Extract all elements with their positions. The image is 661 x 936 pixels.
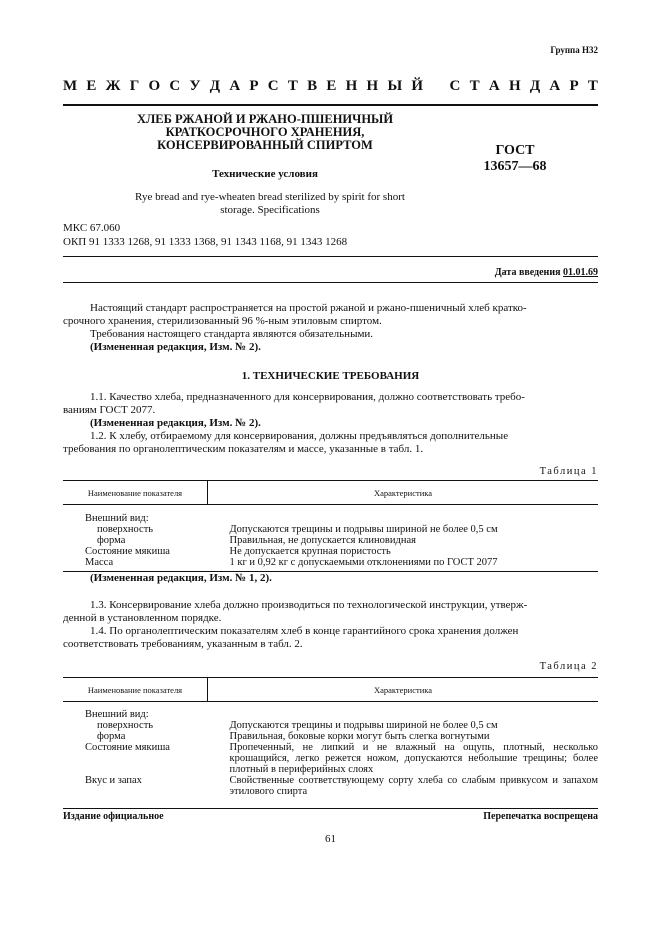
table-row: поверхность Допускаются трещины и подрывы шириной не более 0,5 см	[97, 720, 498, 731]
clause-1-2-amendment: (Измененная редакция, Изм. № 1, 2).	[90, 572, 272, 584]
table-2-header-characteristic: Характеристика	[208, 678, 599, 702]
section-title: 1. ТЕХНИЧЕСКИЕ ТРЕБОВАНИЯ	[241, 370, 420, 382]
table-row: Состояние мякиша Не допускается крупная пористость	[85, 546, 391, 557]
standard-header-letter: С	[169, 78, 181, 94]
intro-paragraph	[63, 302, 598, 354]
standard-header-letter: Т	[287, 78, 298, 94]
standard-header-letter: Т	[469, 78, 480, 94]
standard-header-letter: Р	[249, 78, 259, 94]
mks-code: МКС 67.060	[63, 222, 121, 234]
standard-header-letter: Й	[411, 78, 424, 94]
standard-header-letter: Ы	[387, 78, 403, 94]
clause-1-1-line-1: 1.1. Качество хлеба, предназначенного для консервирования, должно соответствовать требо-	[90, 391, 525, 403]
official-edition-label: Издание официальное	[63, 811, 164, 822]
clause-1-1-line-2: ваниям ГОСТ 2077.	[63, 404, 156, 416]
standard-header-letter: Е	[326, 78, 337, 94]
document-title	[120, 113, 410, 152]
standard-header-letter: А	[549, 78, 561, 94]
table-row: Внешний вид:	[85, 709, 149, 720]
standard-header-letter: С	[267, 78, 279, 94]
standard-header-letter: Г	[129, 78, 140, 94]
table-1-caption: Таблица 1	[539, 466, 598, 477]
standard-header-letter: Н	[508, 78, 521, 94]
clause-1-3-line-2: денной в установленном порядке.	[63, 612, 222, 624]
table-1-header-characteristic: Характеристика	[208, 481, 599, 505]
standard-header-letter	[432, 78, 440, 95]
title-line-3: КОНСЕРВИРОВАННЫЙ СПИРТОМ	[157, 138, 373, 152]
standard-header-letter: С	[449, 78, 461, 94]
table-row: Масса 1 кг и 0,92 кг с допускаемыми отклонениями по ГОСТ 2077	[85, 557, 498, 568]
standard-header-letter: Е	[86, 78, 97, 94]
standard-header-letter: А	[488, 78, 500, 94]
standard-header-letter: М	[63, 78, 78, 94]
codes-rule	[63, 256, 598, 257]
classification-codes	[63, 221, 347, 249]
gost-number	[470, 143, 560, 175]
standard-header	[63, 78, 598, 95]
table-row: поверхность Допускаются трещины и подрывы шириной не более 0,5 см	[97, 524, 498, 535]
date-rule	[63, 282, 598, 283]
page-number: 61	[325, 833, 336, 845]
table-row: Вкус и запах Свойственные соответствующему сорту хлеба со слабым привкусом и запахом этилового спирта	[85, 775, 598, 797]
standard-header-letter: В	[307, 78, 318, 94]
standard-header-letter: Д	[529, 78, 541, 94]
standard-header-letter: Н	[366, 78, 379, 94]
intro-line-1: Настоящий стандарт распространяется на простой ржаной и ржано-пшеничный хлеб кратко-	[90, 302, 527, 314]
standard-header-letter: Ж	[105, 78, 121, 94]
standard-header-letter: У	[189, 78, 201, 94]
table-row: форма Правильная, боковые корки могут быть слегка вогнутыми	[97, 731, 490, 742]
table-1	[63, 480, 598, 568]
clause-1-4-line-2: соответствовать требованиям, указанным в табл. 2.	[63, 638, 303, 650]
standard-header-letter: Н	[345, 78, 358, 94]
clause-1-1	[63, 391, 598, 456]
standard-header-letter: Р	[569, 78, 579, 94]
date-value: 01.01.69	[563, 267, 598, 278]
date-label: Дата введения	[494, 267, 561, 278]
english-title	[120, 191, 420, 217]
standard-header-letter: А	[229, 78, 241, 94]
english-title-line-2: storage. Specifications	[220, 204, 320, 216]
footer-rule	[63, 808, 598, 809]
clause-1-3-line-1: 1.3. Консервирование хлеба должно производиться по технологической инструкции, утверж-	[90, 599, 528, 611]
table-row: форма Правильная, не допускается клиновидная	[97, 535, 416, 546]
gost-label: ГОСТ	[495, 143, 535, 158]
intro-line-2: срочного хранения, стерилизованный 96 %-ным этиловым спиртом.	[63, 315, 382, 327]
clause-1-2-line-2: требования по органолептическим показателям и массе, указанные в табл. 1.	[63, 443, 424, 455]
title-line-2: КРАТКОСРОЧНОГО ХРАНЕНИЯ,	[165, 125, 365, 139]
standard-header-letter: Т	[587, 78, 598, 94]
clause-1-2-line-1: 1.2. К хлебу, отбираемому для консервирования, должны предъявляться дополнительные	[90, 430, 509, 442]
table-2-caption: Таблица 2	[539, 661, 598, 672]
title-line-1: ХЛЕБ РЖАНОЙ И РЖАНО-ПШЕНИЧНЫЙ	[136, 112, 394, 126]
document-subtitle: Технические условия	[212, 168, 318, 180]
table-2-header-name: Наименование показателя	[63, 678, 208, 702]
table-row: Внешний вид:	[85, 513, 149, 524]
gost-code: 13657—68	[483, 159, 547, 174]
intro-amendment: (Измененная редакция, Изм. № 2).	[90, 341, 261, 353]
standard-header-letter: Д	[209, 78, 221, 94]
table-row: Состояние мякиша Пропеченный, не липкий и не влажный на ощупь, плотный, несколько крошащийся, легко режется ножом, допускаются небольшие трещины; более плотный в периферийных слоях	[85, 742, 598, 775]
clause-1-4-line-1: 1.4. По органолептическим показателям хлеб в конце гарантийного срока хранения должен	[90, 625, 519, 637]
group-code: Группа Н32	[550, 45, 598, 55]
reprint-prohibited-label: Перепечатка воспрещена	[483, 811, 598, 822]
okp-code: ОКП 91 1333 1268, 91 1333 1368, 91 1343 1168, 91 1343 1268	[63, 236, 348, 248]
effective-date	[495, 267, 598, 278]
header-rule	[63, 104, 598, 106]
english-title-line-1: Rye bread and rye-wheaten bread sterilized by spirit for short	[135, 191, 405, 203]
clause-1-3	[63, 599, 598, 651]
table-1-header-name: Наименование показателя	[63, 481, 208, 505]
table-2	[63, 677, 598, 797]
clause-1-1-amendment: (Измененная редакция, Изм. № 2).	[90, 417, 261, 429]
intro-mandatory: Требования настоящего стандарта являются обязательными.	[90, 328, 374, 340]
standard-header-letter: О	[148, 78, 161, 94]
